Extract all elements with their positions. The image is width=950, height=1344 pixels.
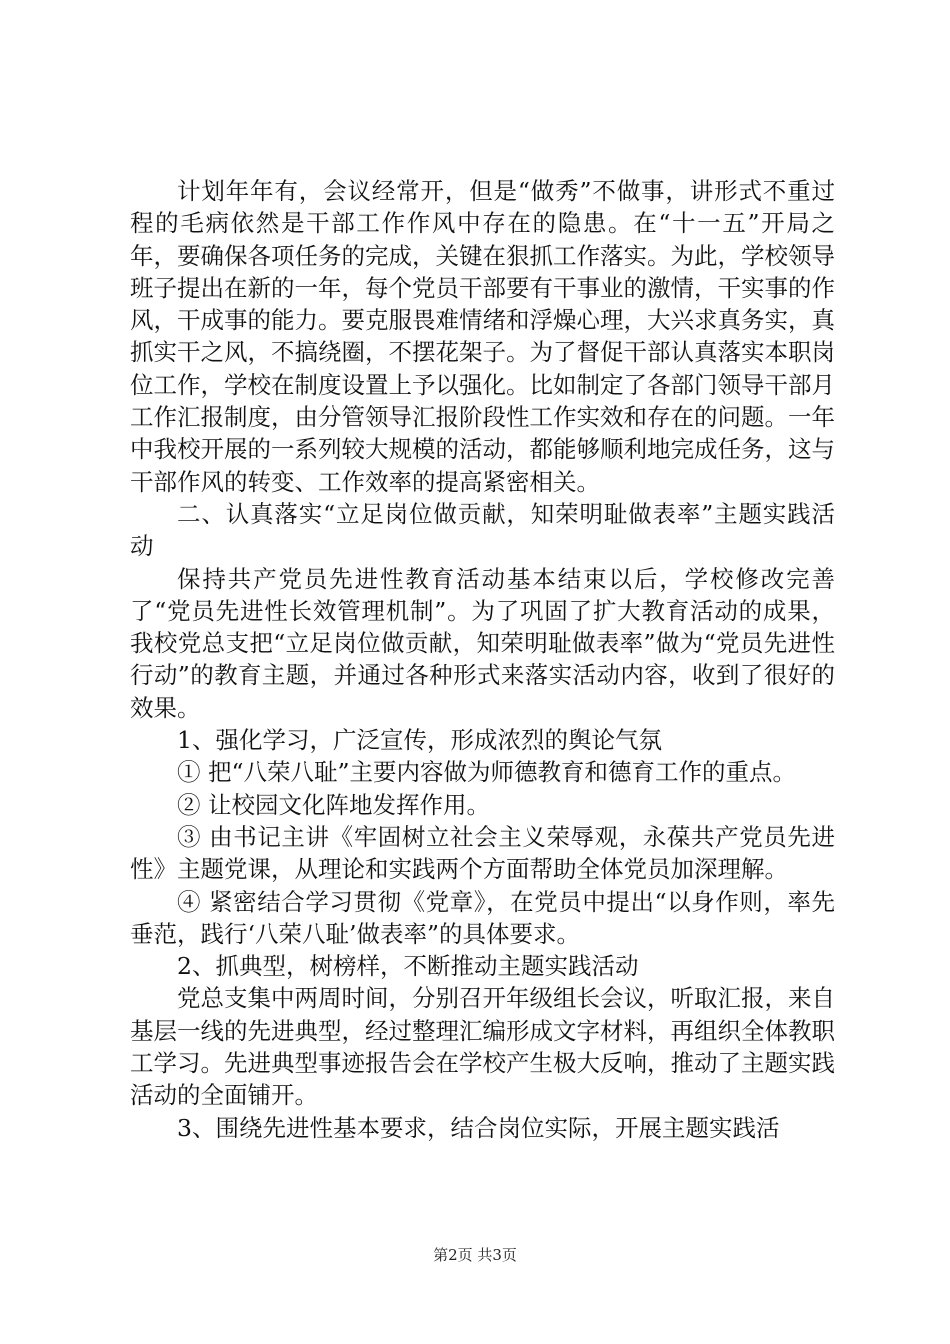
subheading-requirements: 3、围绕先进性基本要求，结合岗位实际，开展主题实践活	[177, 1113, 780, 1142]
subheading-models: 2、抓典型，树榜样，不断推动主题实践活动	[177, 952, 639, 981]
list-item-three: ③ 由书记主讲《牢固树立社会主义荣辱观，永葆共产党员先进性》主题党课，从理论和实践两个方面帮助全体党员加深理解。	[130, 822, 835, 884]
document-body	[130, 175, 835, 1144]
list-item-four: ④ 紧密结合学习贯彻《党章》，在党员中提出“以身作则，率先垂范，践行‘八荣八耻’做表率”的具体要求。	[130, 887, 835, 948]
section-heading-two: 二、认真落实“立足岗位做贡献，知荣明耻做表率”主题实践活动	[130, 499, 835, 561]
subheading-study-publicity: 1、强化学习，广泛宣传，形成浓烈的舆论气氛	[177, 726, 662, 755]
paragraph-models: 党总支集中两周时间，分别召开年级组长会议，听取汇报，来自基层一线的先进典型，经过整理汇编形成文字材料，再组织全体教职工学习。先进典型事迹报告会在学校产生极大反响，推动了主题实践活动的全面铺开。	[130, 984, 835, 1110]
list-item-two: ② 让校园文化阵地发挥作用。	[177, 790, 490, 819]
paragraph-work-style: 计划年年有，会议经常开，但是“做秀”不做事，讲形式不重过程的毛病依然是干部工作作风中存在的隐患。在“十一五”开局之年，要确保各项任务的完成，关键在狠抓工作落实。为此，学校领导班子提出在新的一年，每个党员干部要有干事业的激情，干实事的作风，干成事的能力。要克服畏难情绪和浮燥心理，大兴求真务实，真抓实干之风，不搞绕圈，不摆花架子。为了督促干部认真落实本职岗位工作，学校在制度设置上予以强化。比如制定了各部门领导干部月工作汇报制度，由分管领导汇报阶段性工作实效和存在的问题。一年中我校开展的一系列较大规模的活动，都能够顺利地完成任务，这与干部作风的转变、工作效率的提高紧密相关。	[130, 177, 835, 496]
list-item-one: ① 把“八荣八耻”主要内容做为师德教育和德育工作的重点。	[177, 758, 796, 787]
paragraph-education-theme: 保持共产党员先进性教育活动基本结束以后，学校修改完善了“党员先进性长效管理机制”。为了巩固了扩大教育活动的成果，我校党总支把“立足岗位做贡献，知荣明耻做表率”做为“党员先进性行动”的教育主题，并通过各种形式来落实活动内容，收到了很好的效果。	[130, 564, 835, 722]
page-number: 第2页 共3页	[433, 1246, 517, 1264]
